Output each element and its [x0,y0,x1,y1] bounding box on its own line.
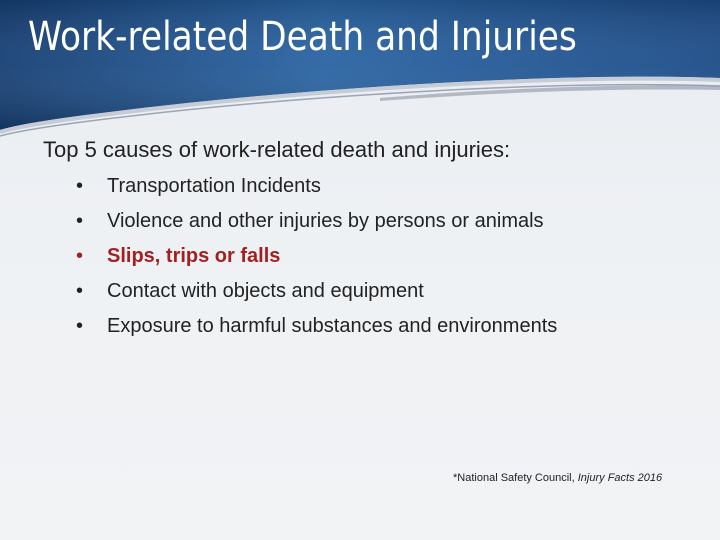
citation-source: *National Safety Council, [453,472,578,484]
list-item-text: Violence and other injuries by persons or animals [107,210,544,232]
citation [453,472,693,484]
causes-list [76,172,696,347]
list-item [76,172,696,207]
bullet-icon: • [76,245,84,267]
list-item-text: Transportation Incidents [107,175,321,197]
list-item-text: Contact with objects and equipment [107,280,424,302]
list-item-text: Exposure to harmful substances and environments [107,315,558,337]
list-item-highlighted [76,242,696,277]
intro-text: Top 5 causes of work-related death and injuries: [43,137,511,162]
list-item [76,207,696,242]
bullet-icon: • [76,315,84,337]
bullet-icon: • [76,210,84,232]
list-item [76,277,696,312]
header-banner [0,0,720,140]
bullet-icon: • [76,175,84,197]
list-item-text: Slips, trips or falls [107,245,281,267]
citation-publication: Injury Facts 2016 [577,472,663,484]
bullet-icon: • [76,280,84,302]
slide-title: Work-related Death and Injuries [28,14,577,60]
list-item [76,312,696,347]
